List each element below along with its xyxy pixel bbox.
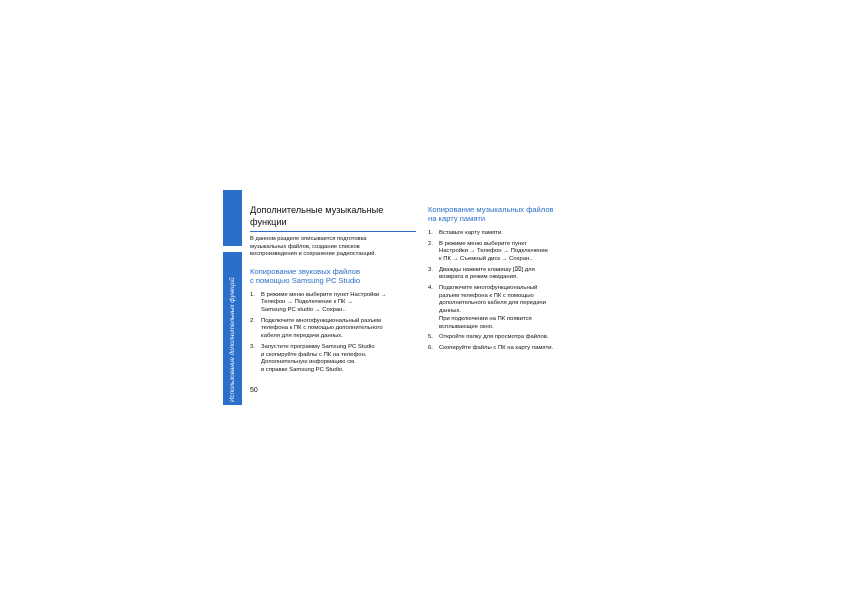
step-item (428, 230, 594, 238)
page-number: 50 (250, 387, 258, 394)
step-line: Откройте папку для просмотра файлов. (439, 334, 549, 341)
step-line: Настройки → Телефон → Подключение (439, 248, 548, 255)
step-number: 5. (428, 334, 433, 341)
step-line: В режиме меню выберите пункт Настройки → (261, 291, 387, 298)
step-item (428, 334, 594, 342)
memory-card-steps (428, 230, 594, 353)
step-line: разъем телефона к ПК с помощью (439, 292, 534, 299)
step-line: Запустите программу Samsung PC Studio (261, 343, 375, 350)
intro-paragraph (250, 236, 416, 259)
step-line: Дополнительную информацию см. (261, 359, 356, 366)
step-line: и скопируйте файлы с ПК на телефон. (261, 351, 367, 358)
step-line: Samsung PC studio → Сохран.. (261, 307, 346, 313)
step-line: Дважды нажмите клавишу [⌧] для (439, 266, 535, 273)
right-column (428, 205, 594, 356)
step-line: телефона к ПК с помощью дополнительного (261, 325, 383, 332)
step-number: 2. (250, 317, 255, 324)
step-line: Вставьте карту памяти. (439, 229, 503, 236)
side-tab-gap (223, 246, 242, 252)
page-title-line: функции (250, 216, 287, 227)
step-item (428, 345, 594, 353)
step-text (439, 334, 594, 342)
intro-line: В данном разделе описывается подготовка (250, 236, 367, 242)
step-item (428, 241, 594, 264)
step-line: В режиме меню выберите пункт (439, 240, 527, 247)
step-line: Телефон → Подключение к ПК → (261, 299, 353, 306)
step-number: 1. (250, 291, 255, 298)
step-line: всплывающее окно. (439, 323, 494, 330)
step-text (439, 285, 594, 331)
step-item (250, 292, 416, 315)
step-number: 2. (428, 240, 433, 247)
section-heading-line: на карту памяти (428, 214, 486, 224)
step-text (261, 318, 416, 341)
pc-studio-steps (250, 292, 416, 375)
step-number: 3. (428, 266, 433, 273)
step-line: При подключении на ПК появится (439, 315, 532, 322)
intro-line: воспроизведения и сохранение радиостанций. (250, 251, 377, 258)
section-heading-line: с помощью Samsung PC Studio (250, 276, 361, 286)
title-divider (250, 231, 416, 232)
side-tab-label (226, 388, 240, 402)
step-number: 6. (428, 344, 433, 351)
step-line: к ПК → Съемный диск → Сохран.. (439, 255, 533, 262)
step-line: дополнительного кабеля для передачи (439, 300, 546, 307)
step-text (439, 230, 594, 238)
step-item (428, 285, 594, 331)
step-text (439, 345, 594, 353)
step-text (261, 344, 416, 375)
step-number: 3. (250, 343, 255, 350)
section-heading-line: Копирование звуковых файлов (250, 266, 361, 276)
section-heading-pc-studio (250, 267, 416, 286)
step-line: данных. (439, 308, 462, 315)
step-number: 4. (428, 285, 433, 292)
step-line: Скопируйте файлы с ПК на карту памяти. (439, 344, 554, 351)
step-line: кабеля для передачи данных. (261, 333, 343, 340)
step-line: Подключите многофункциональный разъем (261, 317, 381, 324)
step-number: 1. (428, 229, 433, 236)
step-item (250, 344, 416, 375)
step-item (428, 267, 594, 282)
step-text (439, 267, 594, 282)
step-line: Подключите многофункциональный (439, 285, 538, 292)
section-heading-memory-card (428, 205, 594, 224)
step-text (439, 241, 594, 264)
step-line: в справке Samsung PC Studio. (261, 366, 344, 373)
intro-line: музыкальных файлов, создание списков (250, 243, 360, 250)
page-title (250, 205, 416, 228)
page-title-line: Дополнительные музыкальные (250, 205, 384, 215)
step-item (250, 318, 416, 341)
left-column (250, 205, 416, 378)
step-text (261, 292, 416, 315)
step-line: возврата в режим ожидания. (439, 274, 518, 281)
section-heading-line: Копирование музыкальных файлов (428, 205, 554, 214)
